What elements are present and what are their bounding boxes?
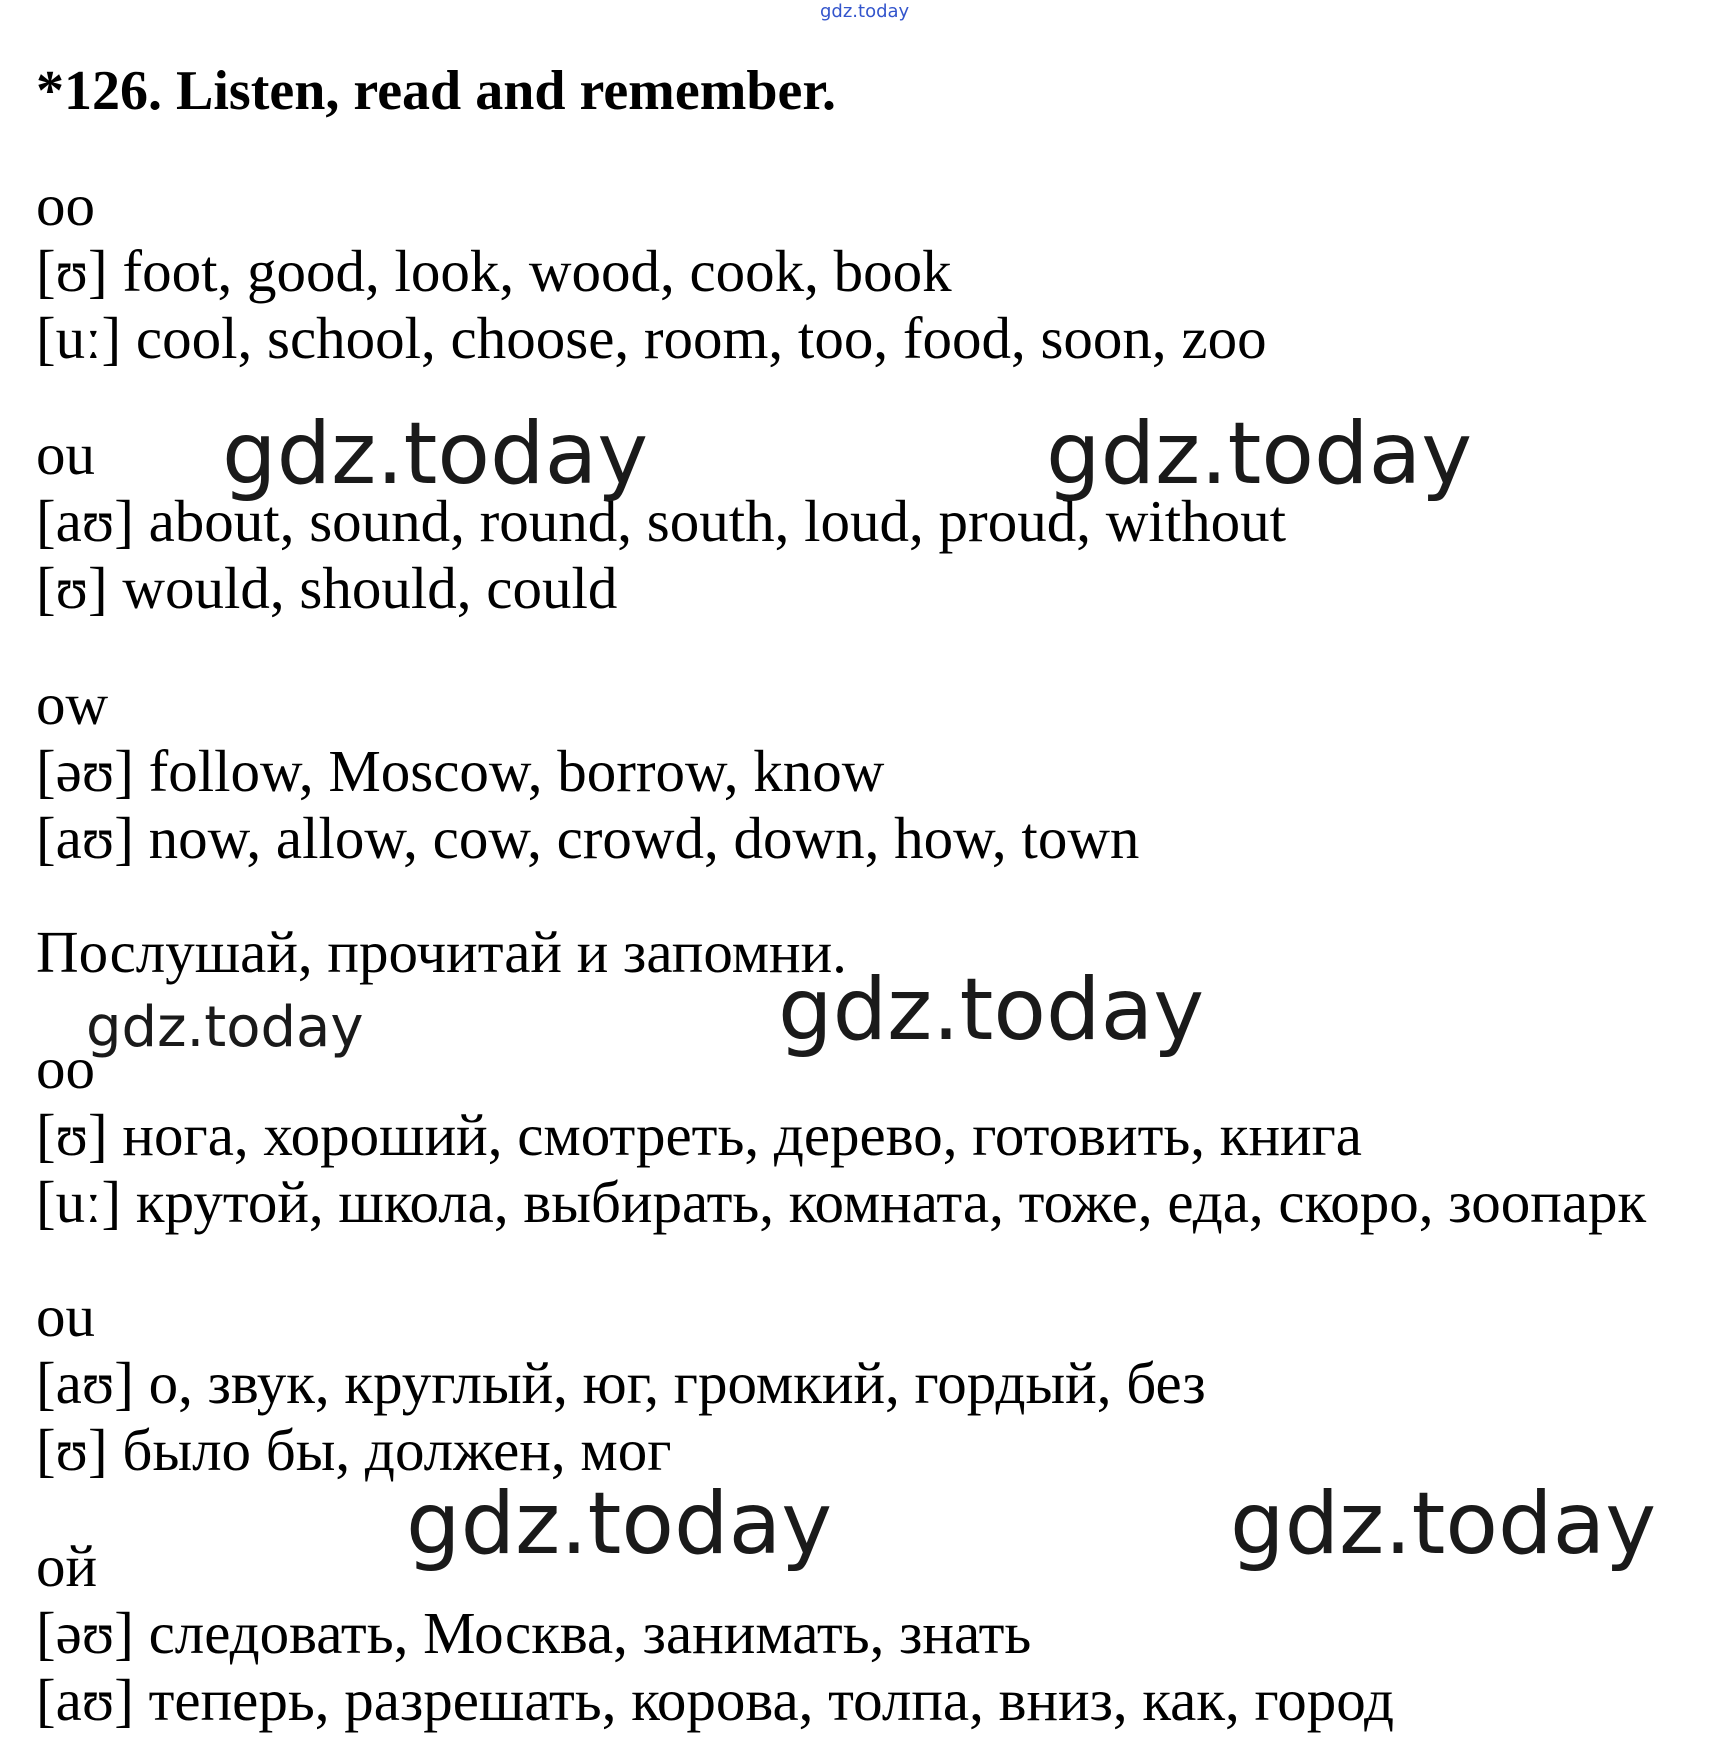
ru-heading-ou: ou <box>36 1283 95 1349</box>
watermark: gdz.today <box>1046 404 1473 504</box>
watermark-top: gdz.today <box>820 1 910 22</box>
ru-oo-line1: [ʊ] нога, хороший, смотреть, дерево, готовить, книга <box>36 1102 1362 1168</box>
watermark: gdz.today <box>778 960 1205 1060</box>
en-ou-line1: [aʊ] about, sound, round, south, loud, proud, without <box>36 488 1286 554</box>
watermark: gdz.today <box>222 404 649 504</box>
en-ow-line2: [aʊ] now, allow, cow, crowd, down, how, town <box>36 805 1140 871</box>
ru-heading-oo: oo <box>36 1035 95 1101</box>
watermark: gdz.today <box>1230 1474 1657 1574</box>
watermark: gdz.today <box>86 995 364 1060</box>
heading-ou: ou <box>36 421 95 487</box>
en-oo-line2: [uː] cool, school, choose, room, too, food, soon, zoo <box>36 305 1267 371</box>
exercise-title: *126. Listen, read and remember. <box>36 60 837 122</box>
ru-ou-line1: [aʊ] о, звук, круглый, юг, громкий, гордый, без <box>36 1350 1206 1416</box>
heading-ow: ow <box>36 671 109 737</box>
ru-intro: Послушай, прочитай и запомни. <box>36 919 847 985</box>
heading-oo: oo <box>36 172 95 238</box>
watermark: gdz.today <box>406 1474 833 1574</box>
ru-ow-line2: [aʊ] теперь, разрешать, корова, толпа, вниз, как, город <box>36 1667 1395 1733</box>
ru-ow-line1: [əʊ] следовать, Москва, занимать, знать <box>36 1600 1032 1666</box>
ru-oo-line2: [uː] крутой, школа, выбирать, комната, тоже, еда, скоро, зоопарк <box>36 1169 1647 1235</box>
ru-heading-ow: ой <box>36 1533 98 1599</box>
en-ow-line1: [əʊ] follow, Moscow, borrow, know <box>36 738 885 804</box>
ru-ou-line2: [ʊ] было бы, должен, мог <box>36 1417 672 1483</box>
en-oo-line1: [ʊ] foot, good, look, wood, cook, book <box>36 238 952 304</box>
en-ou-line2: [ʊ] would, should, could <box>36 555 618 621</box>
